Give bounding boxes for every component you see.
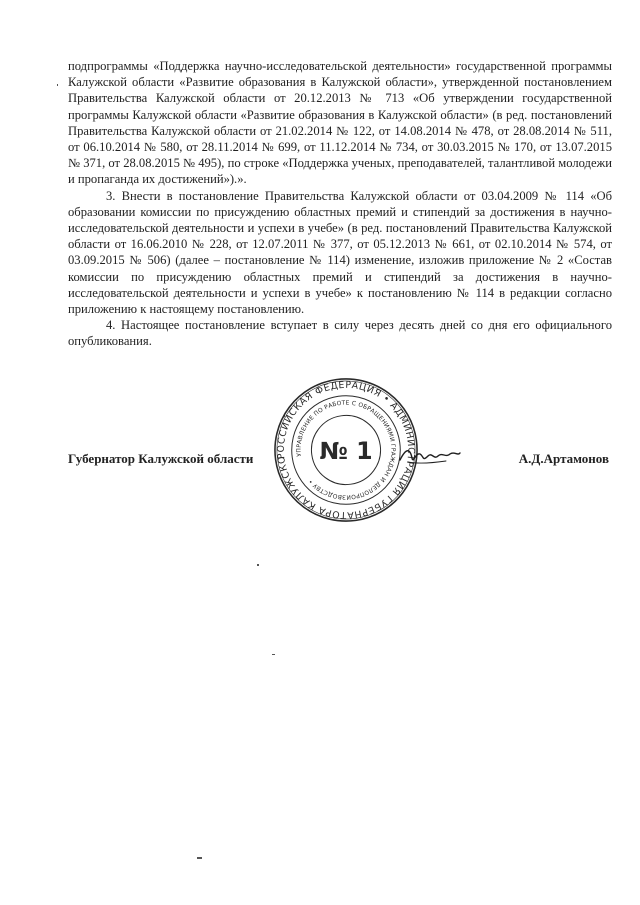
scan-speck [257,564,259,566]
document-body [68,58,612,350]
scan-speck [272,654,275,655]
scan-speck [197,857,202,859]
stamp-inner-text: УПРАВЛЕНИЕ ПО РАБОТЕ С ОБРАЩЕНИЯМИ ГРАЖДАН И ДЕЛОПРОИЗВОДСТВУ • [296,400,396,500]
paragraph-3: 3. Внести в постановление Правительства Калужской области от 03.04.2009 № 114 «Об образовании комиссии по присуждению областных премий и стипендий за достижения в научно-исследовательской деятельности и успехи в учебе» (в ред. постановлений Правительства Калужской области от 16.06.2010 № 228, от 12.07.2011 № 377, от 05.12.2013 № 661, от 02.10.2014 № 574, от 03.09.2015 № 506) (далее – постановление № 114) изменение, изложив приложение № 2 «Состав комиссии по присуждению областных премий и стипендий за достижения в научно-исследовательской деятельности и успехи в учебе» к постановлению № 114 в редакции согласно приложению к настоящему постановлению. [68,188,612,317]
stamp-outer-text: РОССИЙСКАЯ ФЕДЕРАЦИЯ • АДМИНИСТРАЦИЯ ГУБЕРНАТОРА КАЛУЖСКОЙ [275,379,417,521]
handwritten-signature [398,444,462,468]
signatory-name: А.Д.Артамонов [518,451,609,466]
signatory-title: Губернатор Калужской области [68,451,254,466]
paragraph-continuation: подпрограммы «Поддержка научно-исследовательской деятельности» государственной программы Калужской области «Развитие образования в Калужской области», утвержденной постановлением Правительства Калужской области от 20.12.2013 № 713 «Об утверждении государственной программы Калужской области «Развитие образования в Калужской области» (в ред. постановлений Правительства Калужской области от 21.02.2014 № 122, от 14.08.2014 № 478, от 28.08.2014 № 511, от 06.10.2014 № 580, от 28.11.2014 № 699, от 11.12.2014 № 734, от 30.03.2015 № 170, от 13.07.2015 № 371, от 28.08.2015 № 495), по строке «Поддержка ученых, преподавателей, талантливой молодежи и пропаганда их достижений»).». [68,59,612,187]
paragraph-4: 4. Настоящее постановление вступает в силу через десять дней со дня его официального опубликования. [68,318,612,349]
stamp-number: № 1 [319,436,373,465]
scan-speck [57,84,58,86]
